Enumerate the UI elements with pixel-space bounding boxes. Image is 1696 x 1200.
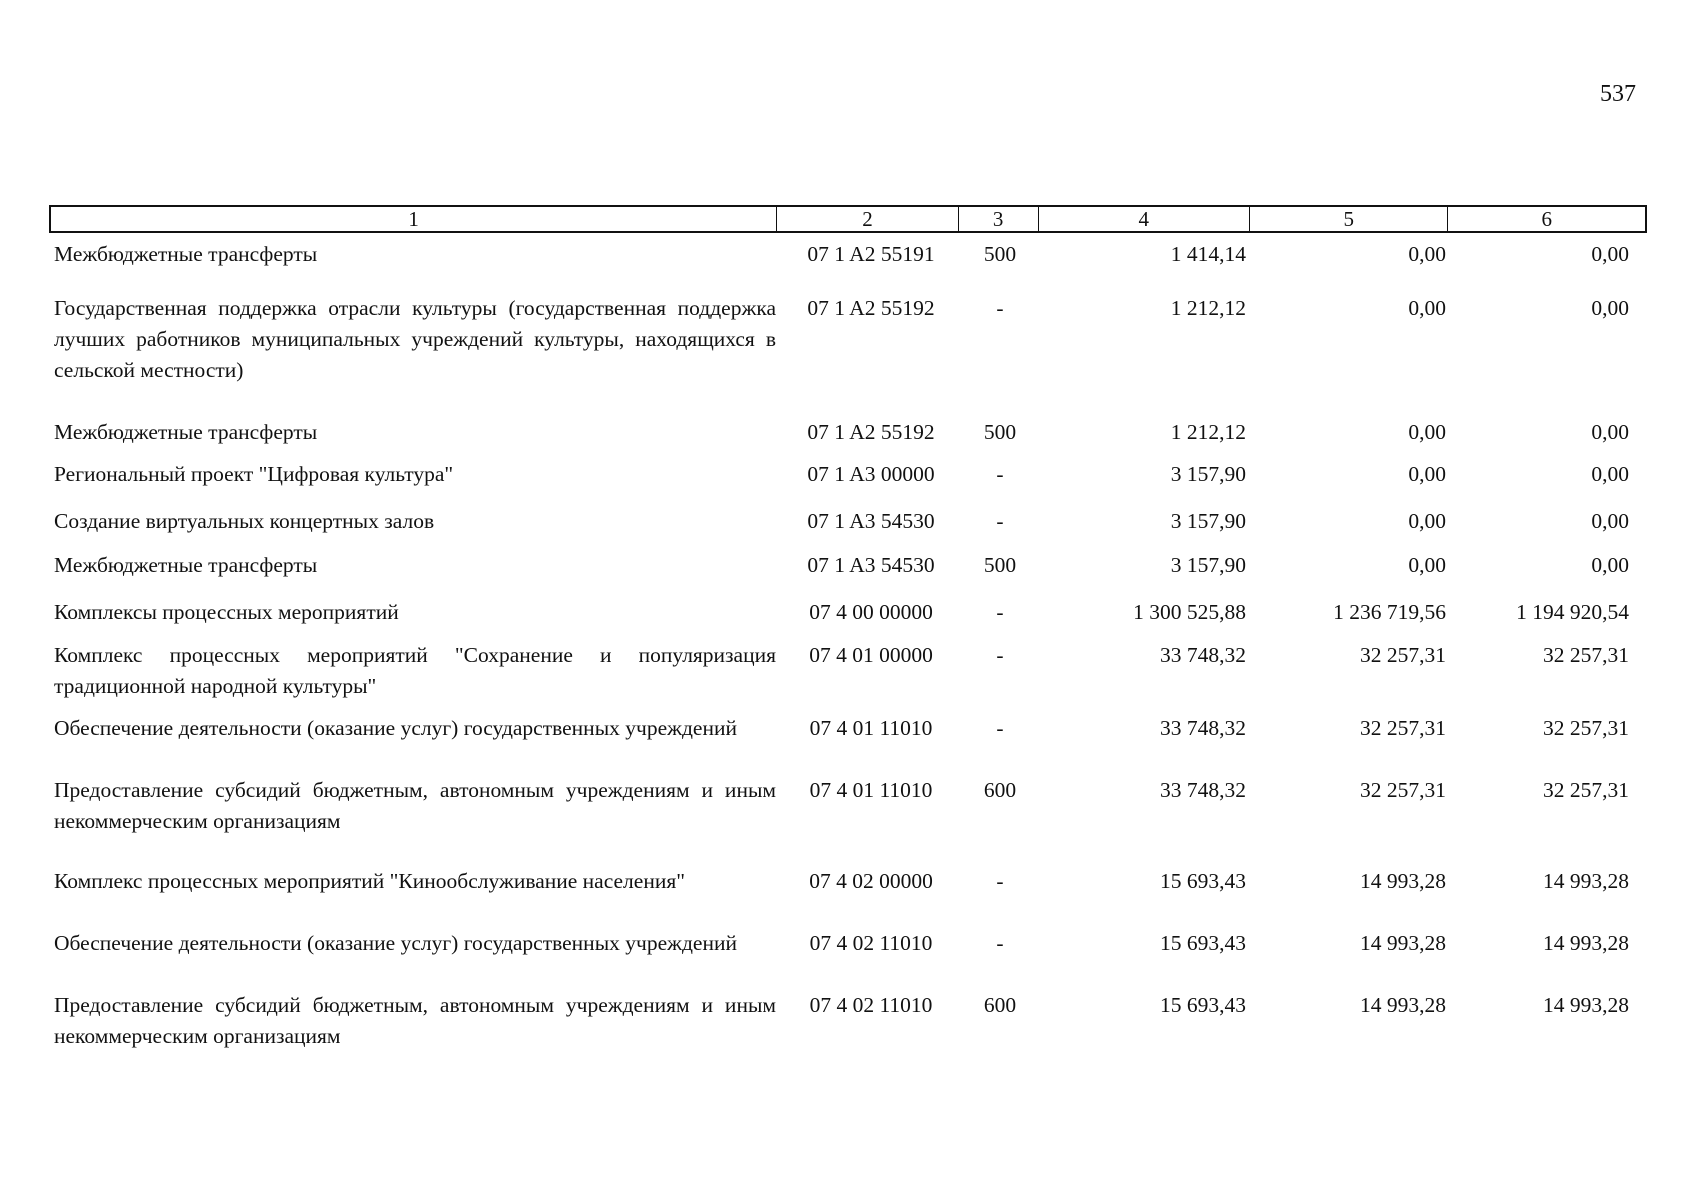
row-value-col5: 1 236 719,56 xyxy=(1333,600,1446,624)
row-code: 07 1 A2 55192 xyxy=(807,296,935,320)
row-name: Обеспечение деятельности (оказание услуг) государственных учреждений xyxy=(54,716,737,740)
header-col-5: 5 xyxy=(1250,207,1449,231)
row-value-col4: 1 300 525,88 xyxy=(1133,600,1246,624)
row-name: Региональный проект "Цифровая культура" xyxy=(54,462,454,486)
row-value-col4: 15 693,43 xyxy=(1160,869,1246,893)
row-value-col6: 0,00 xyxy=(1591,242,1629,266)
header-col-3: 3 xyxy=(959,207,1039,231)
row-code: 07 4 01 00000 xyxy=(809,643,933,667)
row-name: Межбюджетные трансферты xyxy=(54,420,318,444)
row-value-col5: 0,00 xyxy=(1408,509,1446,533)
row-value-col6: 0,00 xyxy=(1591,296,1629,320)
row-value-col5: 0,00 xyxy=(1408,420,1446,444)
row-value-col6: 1 194 920,54 xyxy=(1516,600,1629,624)
row-code: 07 1 A3 54530 xyxy=(807,509,935,533)
row-value-col4: 3 157,90 xyxy=(1170,509,1246,533)
row-expense-type: - xyxy=(996,296,1004,320)
row-name: Комплекс процессных мероприятий "Сохранение и популяризация традиционной народной культуры" xyxy=(54,643,776,698)
header-col-1: 1 xyxy=(51,207,777,231)
row-value-col4: 1 212,12 xyxy=(1170,420,1246,444)
row-value-col5: 32 257,31 xyxy=(1360,643,1446,667)
row-value-col4: 33 748,32 xyxy=(1160,778,1246,802)
row-value-col4: 3 157,90 xyxy=(1170,462,1246,486)
row-value-col4: 1 212,12 xyxy=(1170,296,1246,320)
row-name: Предоставление субсидий бюджетным, автономным учреждениям и иным некоммерческим организациям xyxy=(54,778,776,833)
row-code: 07 1 A2 55192 xyxy=(807,420,935,444)
header-col-2: 2 xyxy=(777,207,959,231)
row-value-col6: 0,00 xyxy=(1591,462,1629,486)
row-expense-type: - xyxy=(996,716,1004,740)
row-value-col4: 15 693,43 xyxy=(1160,993,1246,1017)
row-code: 07 4 01 11010 xyxy=(809,716,933,740)
row-value-col4: 3 157,90 xyxy=(1170,553,1246,577)
row-value-col4: 33 748,32 xyxy=(1160,716,1246,740)
row-expense-type: - xyxy=(996,509,1004,533)
row-value-col5: 14 993,28 xyxy=(1360,993,1446,1017)
row-code: 07 4 02 11010 xyxy=(809,931,933,955)
row-name: Предоставление субсидий бюджетным, автономным учреждениям и иным некоммерческим организациям xyxy=(54,993,776,1048)
row-value-col5: 32 257,31 xyxy=(1360,716,1446,740)
row-name: Межбюджетные трансферты xyxy=(54,553,318,577)
row-expense-type: - xyxy=(996,869,1004,893)
row-value-col4: 1 414,14 xyxy=(1170,242,1246,266)
row-name: Комплексы процессных мероприятий xyxy=(54,600,399,624)
row-value-col5: 0,00 xyxy=(1408,462,1446,486)
row-name: Обеспечение деятельности (оказание услуг) государственных учреждений xyxy=(54,931,737,955)
row-expense-type: 500 xyxy=(983,242,1017,266)
row-value-col6: 32 257,31 xyxy=(1543,643,1629,667)
row-expense-type: - xyxy=(996,600,1004,624)
row-expense-type: - xyxy=(996,643,1004,667)
row-expense-type: 600 xyxy=(983,993,1017,1017)
row-name: Создание виртуальных концертных залов xyxy=(54,509,435,533)
row-name: Комплекс процессных мероприятий "Кинообслуживание населения" xyxy=(54,869,686,893)
row-expense-type: 500 xyxy=(983,553,1017,577)
row-expense-type: 500 xyxy=(983,420,1017,444)
row-value-col6: 0,00 xyxy=(1591,509,1629,533)
row-value-col6: 14 993,28 xyxy=(1543,993,1629,1017)
row-name: Межбюджетные трансферты xyxy=(54,242,318,266)
row-code: 07 4 00 00000 xyxy=(809,600,933,624)
row-code: 07 1 A3 54530 xyxy=(807,553,935,577)
header-col-6: 6 xyxy=(1541,206,1552,231)
row-value-col6: 0,00 xyxy=(1591,420,1629,444)
row-value-col5: 0,00 xyxy=(1408,553,1446,577)
row-code: 07 4 02 11010 xyxy=(809,993,933,1017)
row-value-col5: 14 993,28 xyxy=(1360,869,1446,893)
row-value-col5: 0,00 xyxy=(1408,242,1446,266)
row-code: 07 4 02 00000 xyxy=(809,869,933,893)
row-value-col5: 0,00 xyxy=(1408,296,1446,320)
header-col-4: 4 xyxy=(1039,207,1250,231)
row-value-col5: 32 257,31 xyxy=(1360,778,1446,802)
row-expense-type: 600 xyxy=(983,778,1017,802)
row-expense-type: - xyxy=(996,931,1004,955)
row-value-col5: 14 993,28 xyxy=(1360,931,1446,955)
row-value-col6: 14 993,28 xyxy=(1543,869,1629,893)
row-code: 07 4 01 11010 xyxy=(809,778,933,802)
row-value-col4: 33 748,32 xyxy=(1160,643,1246,667)
row-value-col6: 0,00 xyxy=(1591,553,1629,577)
row-value-col4: 15 693,43 xyxy=(1160,931,1246,955)
row-value-col6: 14 993,28 xyxy=(1543,931,1629,955)
row-name: Государственная поддержка отрасли культуры (государственная поддержка лучших работников муниципальных учреждений культуры, находящихся в сельской местности) xyxy=(54,296,776,382)
page-number: 537 xyxy=(1600,81,1636,107)
row-code: 07 1 A3 00000 xyxy=(807,462,935,486)
row-code: 07 1 A2 55191 xyxy=(807,242,935,266)
row-expense-type: - xyxy=(996,462,1004,486)
row-value-col6: 32 257,31 xyxy=(1543,716,1629,740)
row-value-col6: 32 257,31 xyxy=(1543,778,1629,802)
